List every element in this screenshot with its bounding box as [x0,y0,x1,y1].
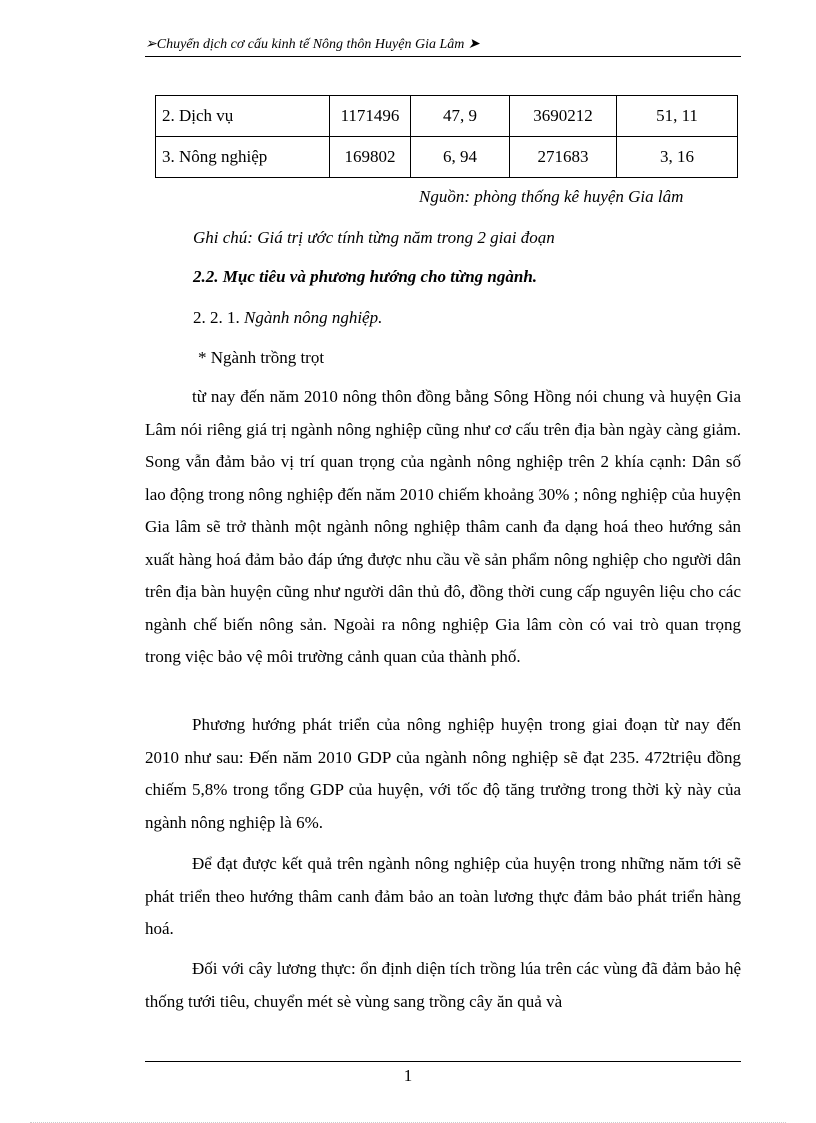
header-title: ➢Chuyển dịch cơ cấu kinh tế Nông thôn Huyện Gia Lâm ➤ [145,37,480,52]
table-cell: 3, 16 [617,137,738,178]
subsection-title: Ngành nông nghiệp. [244,308,383,327]
table-cell: 51, 11 [617,96,738,137]
table-row [156,137,738,178]
table-note: Ghi chú: Giá trị ước tính từng năm trong 2 giai đoạn [193,228,555,247]
body-paragraph: từ nay đến năm 2010 nông thôn đồng bằng Sông Hồng nói chung và huyện Gia Lâm nói riêng giá trị ngành nông nghiệp cũng như cơ cấu trên địa bàn ngày càng giảm. Song vẫn đảm bảo vị trí quan trọng của ngành nông nghiệp trên 2 khía cạnh: Dân số lao động trong nông nghiệp đến năm 2010 chiếm khoảng 30% ; nông nghiệp của huyện Gia lâm sẽ trở thành một ngành nông nghiệp thâm canh đa dạng hoá theo hướng sản xuất hàng hoá đảm bảo đáp ứng được nhu cầu về sản phẩm nông nghiệp cho người dân trên địa bàn huyện cũng như người dân thủ đô, đồng thời cung cấp nguyên liệu cho các ngành chế biến nông sản. Ngoài ra nông nghiệp Gia lâm còn có vai trò quan trọng trong việc bảo vệ môi trường cảnh quan của thành phố. [145,387,741,666]
body-paragraph: Phương hướng phát triển của nông nghiệp huyện trong giai đoạn từ nay đến 2010 như sau: Đến năm 2010 GDP của ngành nông nghiệp sẽ đạt 235. 472triệu đồng chiếm 5,8% trong tổng GDP của huyện, với tốc độ tăng trưởng trong thời kỳ này của ngành nông nghiệp là 6%. [145,715,741,832]
table-cell: 3690212 [510,96,617,137]
table-cell: 6, 94 [411,137,510,178]
subsection-number: 2. 2. 1. [193,308,240,327]
page-number: 1 [403,1066,413,1085]
table-cell: 271683 [510,137,617,178]
header-divider [145,56,741,57]
subsection-heading [193,308,382,328]
body-paragraph: Để đạt được kết quả trên ngành nông nghiệp của huyện trong những năm tới sẽ phát triển theo hướng thâm canh đảm bảo an toàn lương thực đảm bảo phát triển hàng hoá. [145,854,741,938]
table-cell: 169802 [330,137,411,178]
table-cell: 2. Dịch vụ [156,96,330,137]
subheading: * Ngành trồng trọt [198,348,325,367]
body-paragraph: Đối với cây lương thực: ổn định diện tích trồng lúa trên các vùng đã đảm bảo hệ thống tưới tiêu, chuyển mét sè vùng sang trồng cây ăn quả và [145,959,741,1011]
table-cell: 47, 9 [411,96,510,137]
data-table [155,95,738,178]
table-cell: 1171496 [330,96,411,137]
table-cell: 3. Nông nghiệp [156,137,330,178]
table-row [156,96,738,137]
source-note: Nguồn: phòng thống kê huyện Gia lâm [419,187,684,206]
section-heading: 2.2. Mục tiêu và phương hướng cho từng ngành. [193,267,538,286]
footer-divider [145,1061,741,1062]
